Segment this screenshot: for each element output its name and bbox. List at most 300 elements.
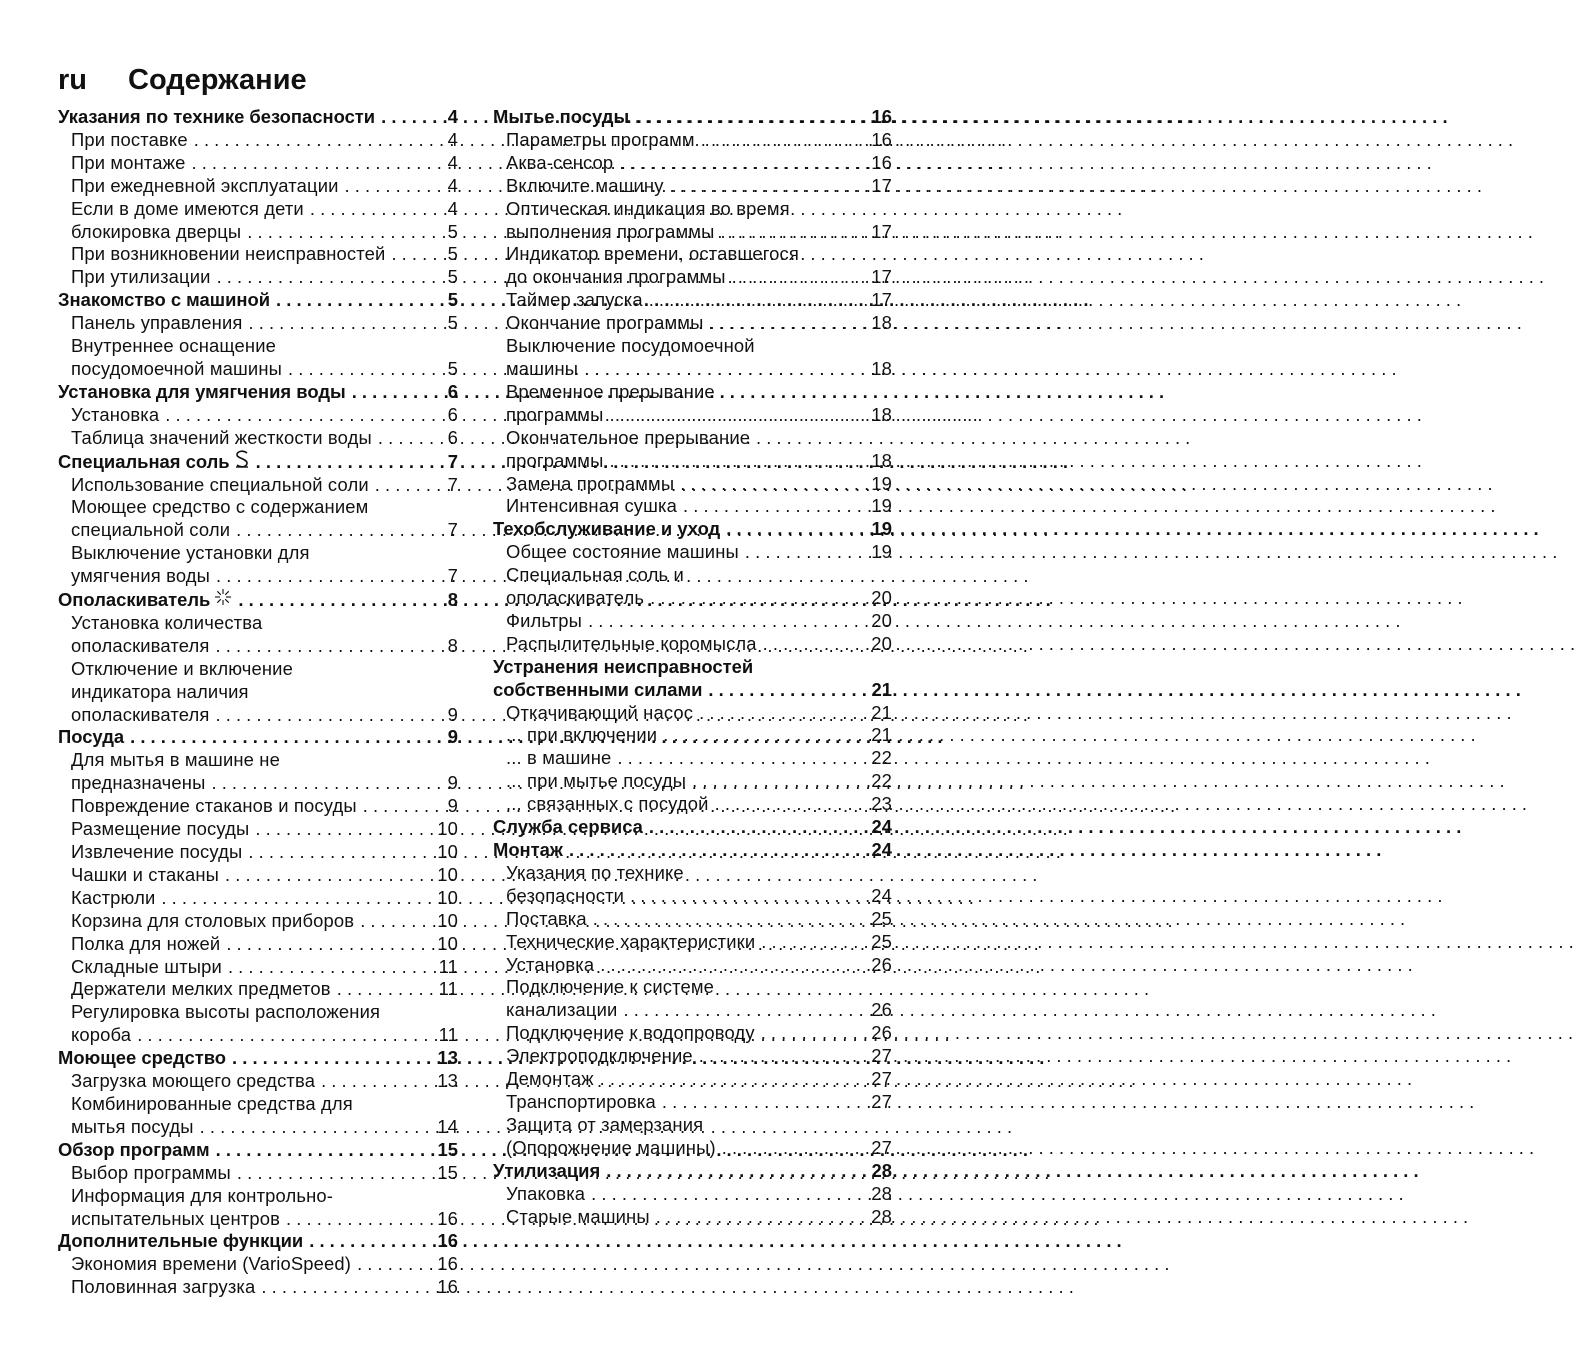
toc-section[interactable] bbox=[493, 518, 892, 541]
page-number: 25 bbox=[871, 930, 892, 952]
page-number: 24 bbox=[871, 816, 892, 838]
page-number: 27 bbox=[871, 1090, 892, 1112]
dot-leader bbox=[709, 312, 867, 335]
toc-entry-text: ... при мытье посуды bbox=[506, 770, 687, 792]
toc-item[interactable] bbox=[58, 933, 458, 956]
toc-entry-text: Складные штыри bbox=[71, 955, 222, 977]
toc-entry-text: Окончание программы bbox=[506, 312, 704, 334]
page-number: 5 bbox=[447, 312, 458, 334]
dot-leader bbox=[391, 243, 443, 266]
dot-leader bbox=[650, 587, 867, 610]
toc-entry-text: ополаскивателя bbox=[71, 703, 210, 725]
page-number: 4 bbox=[447, 174, 458, 196]
page-number: 19 bbox=[871, 495, 892, 517]
toc-item[interactable] bbox=[493, 793, 892, 816]
page-number: 11 bbox=[438, 978, 458, 1000]
toc-entry-text: Замена программы bbox=[506, 472, 675, 494]
toc-item[interactable] bbox=[493, 1183, 892, 1206]
toc-item[interactable] bbox=[493, 724, 892, 747]
toc-entry-text: программы bbox=[506, 449, 604, 471]
dot-leader bbox=[663, 724, 867, 747]
dot-leader bbox=[600, 1068, 868, 1091]
toc-entry-text: Подключение к водопроводу bbox=[506, 1022, 755, 1044]
page-number: 20 bbox=[871, 632, 892, 654]
dot-leader bbox=[200, 1116, 434, 1139]
toc-section[interactable] bbox=[58, 450, 458, 474]
dot-leader bbox=[656, 1206, 868, 1229]
toc-item[interactable] bbox=[58, 243, 458, 266]
toc-item[interactable] bbox=[493, 931, 892, 954]
page-number: 21 bbox=[871, 724, 892, 746]
dot-leader bbox=[609, 450, 867, 473]
dot-leader bbox=[352, 381, 444, 404]
toc-item[interactable] bbox=[493, 495, 892, 518]
toc-entry-text: Указания по технике bbox=[506, 861, 684, 883]
toc-entry-text: Дополнительные функции bbox=[58, 1230, 304, 1252]
page-number: 17 bbox=[871, 220, 892, 242]
toc-item[interactable] bbox=[58, 910, 458, 933]
toc-entry-text: Установка bbox=[506, 953, 595, 975]
toc-entry-text: программы bbox=[506, 403, 604, 425]
toc-entry-text: Выбор программы bbox=[71, 1161, 231, 1183]
dot-leader bbox=[225, 864, 433, 887]
dot-leader bbox=[261, 1276, 433, 1299]
toc-entry-text: Выключение установки для bbox=[71, 542, 310, 564]
dot-leader bbox=[276, 289, 444, 312]
page-number: 10 bbox=[437, 932, 458, 954]
dot-leader bbox=[247, 221, 443, 244]
toc-entry-text: Моющее средство bbox=[58, 1047, 226, 1069]
page-number: 10 bbox=[437, 909, 458, 931]
toc-entry-text: Поставка bbox=[506, 907, 587, 929]
dot-leader bbox=[165, 404, 443, 427]
toc-entry-text: ... связанных с посудой bbox=[506, 793, 709, 815]
page-number: 17 bbox=[871, 289, 892, 311]
page-number: 7 bbox=[447, 450, 458, 472]
toc-item[interactable] bbox=[493, 129, 892, 152]
toc-item[interactable] bbox=[493, 770, 892, 793]
dot-leader bbox=[670, 175, 868, 198]
toc-section[interactable] bbox=[58, 289, 458, 312]
dot-leader bbox=[238, 589, 443, 612]
page-number: 4 bbox=[447, 197, 458, 219]
toc-entry-text: специальной соли bbox=[71, 519, 231, 541]
toc-entry-text: Старые машины bbox=[506, 1205, 650, 1227]
page-number: 16 bbox=[437, 1253, 458, 1275]
page-number: 18 bbox=[871, 312, 892, 334]
page-number: 7 bbox=[447, 565, 458, 587]
dot-leader bbox=[216, 1139, 434, 1162]
toc-item[interactable] bbox=[58, 404, 458, 427]
dot-leader bbox=[600, 954, 867, 977]
dot-leader bbox=[708, 679, 867, 702]
toc-entry-text: Регулировка высоты расположения bbox=[71, 1001, 381, 1023]
toc-entry-text: Информация для контрольно- bbox=[71, 1184, 334, 1206]
toc-item[interactable] bbox=[493, 289, 892, 312]
page-number: 16 bbox=[437, 1276, 458, 1298]
dot-leader bbox=[606, 1160, 867, 1183]
toc-entry-text: собственными силами bbox=[493, 678, 703, 700]
toc-entry-text: Таймер запуска bbox=[506, 289, 643, 311]
toc-section[interactable] bbox=[493, 1160, 892, 1183]
dot-leader bbox=[130, 726, 444, 749]
special-salt-icon bbox=[234, 450, 250, 474]
toc-entry-text: При монтаже bbox=[71, 151, 186, 173]
toc-entry-text: ополаскиватель bbox=[506, 587, 645, 609]
toc-item[interactable] bbox=[58, 474, 458, 497]
toc-entry-text: Установка для умягчения воды bbox=[58, 380, 346, 402]
page-number: 9 bbox=[447, 772, 458, 794]
toc-item[interactable] bbox=[58, 312, 458, 335]
dot-leader bbox=[683, 495, 867, 518]
page-number: 19 bbox=[871, 518, 892, 540]
page-number: 9 bbox=[447, 726, 458, 748]
dot-leader bbox=[337, 978, 435, 1001]
page-number: 4 bbox=[447, 128, 458, 150]
toc-entry-text: Обзор программ bbox=[58, 1138, 210, 1160]
dot-leader bbox=[745, 541, 867, 564]
toc-entry-text: Половинная загрузка bbox=[71, 1276, 256, 1298]
toc-entry-text: Защита от замерзания bbox=[506, 1113, 704, 1135]
toc-item[interactable] bbox=[493, 1068, 892, 1091]
page-number: 24 bbox=[871, 839, 892, 860]
dot-leader bbox=[228, 956, 435, 979]
toc-item[interactable] bbox=[58, 198, 458, 221]
dot-leader bbox=[226, 933, 433, 956]
page-number: 18 bbox=[871, 403, 892, 425]
title-text: Содержание bbox=[128, 64, 307, 96]
page-number: 13 bbox=[437, 1070, 458, 1092]
page-number: 22 bbox=[871, 770, 892, 792]
toc-entry-text: Выключение посудомоечной bbox=[506, 335, 755, 357]
toc-entry-text: Демонтаж bbox=[506, 1068, 594, 1090]
page-number: 27 bbox=[871, 1136, 892, 1158]
toc-entry-text: умягчения воды bbox=[71, 565, 211, 587]
toc-entry-text: посудомоечной машины bbox=[71, 357, 283, 379]
toc-section[interactable] bbox=[58, 1139, 458, 1162]
toc-item[interactable] bbox=[58, 335, 458, 381]
toc-item[interactable] bbox=[58, 1253, 458, 1276]
toc-entry-text: Посуда bbox=[58, 726, 125, 748]
dot-leader bbox=[722, 1137, 868, 1160]
page-number: 20 bbox=[871, 587, 892, 609]
toc-section[interactable] bbox=[58, 726, 458, 749]
page-number: 15 bbox=[437, 1138, 458, 1160]
toc-item[interactable] bbox=[493, 541, 892, 564]
dot-leader bbox=[309, 1230, 433, 1253]
toc-entry-text: выполнения программы bbox=[506, 220, 715, 242]
dot-leader bbox=[591, 1183, 867, 1206]
toc-item[interactable] bbox=[58, 1070, 458, 1093]
dot-leader bbox=[588, 610, 867, 633]
toc-entry-text: испытательных центров bbox=[71, 1207, 281, 1229]
dot-leader bbox=[256, 451, 444, 474]
toc-entry-text: Электроподключение bbox=[506, 1045, 693, 1067]
toc-item[interactable] bbox=[58, 1162, 458, 1185]
toc-item[interactable] bbox=[493, 1114, 892, 1160]
page-number: 4 bbox=[447, 106, 458, 127]
toc-section[interactable] bbox=[58, 588, 458, 612]
toc-entry-text: Внутреннее оснащение bbox=[71, 335, 276, 357]
dot-leader bbox=[732, 266, 868, 289]
page-number: 8 bbox=[447, 589, 458, 611]
page-number: 27 bbox=[871, 1045, 892, 1067]
toc-item[interactable] bbox=[493, 1206, 892, 1229]
page-number: 5 bbox=[447, 220, 458, 242]
toc-entry-text: При возникновении неисправностей bbox=[71, 243, 386, 265]
page-number: 16 bbox=[437, 1230, 458, 1252]
toc-item[interactable] bbox=[58, 129, 458, 152]
toc-item[interactable] bbox=[58, 795, 458, 818]
toc-item[interactable] bbox=[493, 381, 892, 427]
toc-entry-text: Общее состояние машины bbox=[506, 541, 739, 563]
dot-leader bbox=[345, 175, 444, 198]
toc-item[interactable] bbox=[493, 243, 892, 289]
toc-item[interactable] bbox=[493, 633, 892, 656]
toc-section[interactable] bbox=[493, 816, 892, 839]
dot-leader bbox=[375, 474, 444, 497]
page-number: 5 bbox=[447, 243, 458, 265]
toc-item[interactable] bbox=[493, 312, 892, 335]
toc-entry-text: Аква-сенсор bbox=[506, 151, 614, 173]
page-number: 5 bbox=[447, 289, 458, 311]
toc-entry-text: Размещение посуды bbox=[71, 818, 250, 840]
toc-entry-text: Комбинированные средства для bbox=[71, 1092, 353, 1114]
toc-item[interactable] bbox=[493, 702, 892, 725]
toc-item[interactable] bbox=[58, 956, 458, 979]
toc-entry-text: Моющее средство с содержанием bbox=[71, 496, 369, 518]
dot-leader bbox=[680, 473, 867, 496]
toc-entry-text: машины bbox=[506, 357, 579, 379]
page-number: 13 bbox=[437, 1047, 458, 1069]
toc-item[interactable] bbox=[493, 1022, 892, 1045]
toc-item[interactable] bbox=[493, 747, 892, 770]
language-code: ru bbox=[58, 64, 87, 96]
toc-item[interactable] bbox=[58, 542, 458, 588]
page-title bbox=[58, 60, 307, 100]
toc-entry-text: Монтаж bbox=[493, 839, 563, 860]
toc-entry-text: индикатора наличия bbox=[71, 680, 249, 702]
toc-item[interactable] bbox=[58, 152, 458, 175]
dot-leader bbox=[763, 633, 868, 656]
page-number: 7 bbox=[447, 519, 458, 541]
toc-entry-text: Знакомство с машиной bbox=[58, 289, 271, 311]
toc-item[interactable] bbox=[58, 1276, 458, 1299]
toc-entry-text: короба bbox=[71, 1024, 132, 1046]
dot-leader bbox=[381, 106, 444, 129]
toc-entry-text: Если в доме имеются дети bbox=[71, 197, 304, 219]
toc-section[interactable] bbox=[58, 106, 458, 129]
toc-section[interactable] bbox=[493, 839, 892, 862]
dot-leader bbox=[701, 129, 868, 152]
dot-leader bbox=[211, 772, 443, 795]
page-number: 6 bbox=[447, 380, 458, 402]
toc-entry-text: Панель управления bbox=[71, 312, 243, 334]
dot-leader bbox=[692, 770, 867, 793]
toc-item[interactable] bbox=[493, 198, 892, 244]
page-number: 20 bbox=[871, 609, 892, 631]
dot-leader bbox=[194, 129, 444, 152]
toc-entry-text: канализации bbox=[506, 999, 618, 1021]
toc-item[interactable] bbox=[493, 862, 892, 908]
toc-entry-text: Специальная соль и bbox=[506, 564, 684, 586]
toc-item[interactable] bbox=[58, 175, 458, 198]
dot-leader bbox=[357, 1253, 433, 1276]
dot-leader bbox=[310, 198, 444, 221]
toc-entry-text: безопасности bbox=[506, 884, 625, 906]
dot-leader bbox=[726, 518, 867, 541]
page-number: 18 bbox=[871, 449, 892, 471]
toc-item[interactable] bbox=[493, 427, 892, 473]
toc-item[interactable] bbox=[493, 564, 892, 610]
toc-item[interactable] bbox=[58, 221, 458, 244]
toc-entry-text: Повреждение стаканов и посуды bbox=[71, 795, 357, 817]
toc-entry-text: Упаковка bbox=[506, 1182, 586, 1204]
toc-entry-text: Использование специальной соли bbox=[71, 473, 369, 495]
toc-entry-text: до окончания программы bbox=[506, 266, 726, 288]
toc-entry-text: Фильтры bbox=[506, 609, 583, 631]
toc-item[interactable] bbox=[58, 1185, 458, 1231]
toc-item[interactable] bbox=[58, 818, 458, 841]
page-number: 6 bbox=[447, 403, 458, 425]
page-number: 11 bbox=[438, 955, 458, 977]
dot-leader bbox=[761, 1022, 868, 1045]
toc-item[interactable] bbox=[58, 1093, 458, 1139]
dot-leader bbox=[255, 818, 433, 841]
toc-item[interactable] bbox=[58, 612, 458, 658]
toc-entry-text: Распылительные коромысла bbox=[506, 632, 757, 654]
toc-item[interactable] bbox=[493, 954, 892, 977]
toc-item[interactable] bbox=[58, 749, 458, 795]
dot-leader bbox=[617, 747, 867, 770]
toc-item[interactable] bbox=[58, 841, 458, 864]
toc-item[interactable] bbox=[58, 496, 458, 542]
dot-leader bbox=[237, 1162, 433, 1185]
toc-entry-text: Временное прерывание bbox=[506, 380, 715, 402]
dot-leader bbox=[137, 1024, 434, 1047]
toc-entry-text: мытья посуды bbox=[71, 1115, 194, 1137]
dot-leader bbox=[321, 1070, 433, 1093]
dot-leader bbox=[191, 152, 443, 175]
toc-section[interactable] bbox=[58, 1230, 458, 1253]
toc-entry-text: Специальная соль bbox=[58, 450, 230, 472]
toc-item[interactable] bbox=[58, 978, 458, 1001]
toc-item[interactable] bbox=[493, 1045, 892, 1068]
page-number: 16 bbox=[871, 128, 892, 150]
page-number: 18 bbox=[871, 357, 892, 379]
toc-entry-text: Транспортировка bbox=[506, 1090, 656, 1112]
toc-entry-text: ... при включении bbox=[506, 724, 658, 746]
dot-leader bbox=[249, 312, 444, 335]
page-number: 14 bbox=[437, 1115, 458, 1137]
page-number: 16 bbox=[871, 151, 892, 173]
toc-section[interactable] bbox=[493, 656, 892, 702]
toc-item[interactable] bbox=[493, 908, 892, 931]
page-number: 22 bbox=[871, 747, 892, 769]
page-number: 11 bbox=[438, 1024, 458, 1046]
toc-item[interactable] bbox=[493, 335, 892, 381]
dot-leader bbox=[360, 910, 433, 933]
dot-leader bbox=[635, 106, 867, 129]
dot-leader bbox=[609, 404, 867, 427]
toc-entry-text: При поставке bbox=[71, 128, 188, 150]
dot-leader bbox=[619, 152, 867, 175]
page-number: 8 bbox=[447, 634, 458, 656]
page-number: 5 bbox=[447, 357, 458, 379]
toc-section[interactable] bbox=[493, 106, 892, 129]
dot-leader bbox=[649, 289, 868, 312]
toc-entry-text: Параметры программ bbox=[506, 128, 695, 150]
page-number: 19 bbox=[871, 541, 892, 563]
toc-section[interactable] bbox=[58, 1047, 458, 1070]
toc-item[interactable] bbox=[58, 864, 458, 887]
toc-entry-text: Оптическая индикация во время bbox=[506, 197, 790, 219]
dot-leader bbox=[569, 839, 868, 862]
page-number: 17 bbox=[871, 266, 892, 288]
page-number: 4 bbox=[447, 151, 458, 173]
toc-entry-text: Технические характеристики bbox=[506, 930, 756, 952]
page-number: 28 bbox=[871, 1159, 892, 1181]
toc-entry-text: Корзина для столовых приборов bbox=[71, 909, 355, 931]
page-number: 26 bbox=[871, 999, 892, 1021]
toc-item[interactable] bbox=[58, 887, 458, 910]
toc-entry-text: Чашки и стаканы bbox=[71, 863, 219, 885]
dot-leader bbox=[232, 1047, 434, 1070]
toc-entry-text: Полка для ножей bbox=[71, 932, 221, 954]
page-number: 28 bbox=[871, 1182, 892, 1204]
toc-item[interactable] bbox=[493, 610, 892, 633]
page-number: 10 bbox=[437, 863, 458, 885]
page-number: 28 bbox=[871, 1205, 892, 1227]
toc-item[interactable] bbox=[493, 175, 892, 198]
dot-leader bbox=[363, 795, 444, 818]
page-number: 23 bbox=[871, 793, 892, 815]
dot-leader bbox=[623, 999, 867, 1022]
toc-entry-text: Для мытья в машине не bbox=[71, 749, 280, 771]
page-number: 26 bbox=[871, 953, 892, 975]
toc-section[interactable] bbox=[58, 381, 458, 404]
dot-leader bbox=[236, 519, 443, 542]
toc-entry-text: ... в машине bbox=[506, 747, 612, 769]
dot-leader bbox=[715, 793, 868, 816]
toc-entry-text: блокировка дверцы bbox=[71, 220, 242, 242]
toc-item[interactable] bbox=[493, 152, 892, 175]
page-number: 7 bbox=[447, 473, 458, 495]
toc-item[interactable] bbox=[58, 1001, 458, 1047]
toc-entry-text: Таблица значений жесткости воды bbox=[71, 426, 372, 448]
toc-entry-text: Утилизация bbox=[493, 1159, 601, 1181]
toc-item[interactable] bbox=[58, 266, 458, 289]
toc-entry-text: предназначены bbox=[71, 772, 206, 794]
toc-entry-text: Устранения неисправностей bbox=[493, 655, 754, 677]
page-number: 16 bbox=[871, 106, 892, 127]
toc-entry-text: Кастрюли bbox=[71, 886, 156, 908]
toc-item[interactable] bbox=[58, 658, 458, 727]
dot-leader bbox=[217, 266, 444, 289]
toc-item[interactable] bbox=[58, 427, 458, 450]
toc-item[interactable] bbox=[493, 976, 892, 1022]
dot-leader bbox=[720, 221, 867, 244]
toc-entry-text: При утилизации bbox=[71, 266, 211, 288]
toc-entry-text: Интенсивная сушка bbox=[506, 495, 678, 517]
dot-leader bbox=[216, 635, 444, 658]
toc-entry-text: Служба сервиса bbox=[493, 816, 643, 838]
toc-entry-text: ополаскивателя bbox=[71, 634, 210, 656]
toc-item[interactable] bbox=[493, 1091, 892, 1114]
toc-item[interactable] bbox=[493, 473, 892, 496]
toc-entry-text: Окончательное прерывание bbox=[506, 426, 751, 448]
toc-entry-text: Указания по технике безопасности bbox=[58, 106, 376, 127]
